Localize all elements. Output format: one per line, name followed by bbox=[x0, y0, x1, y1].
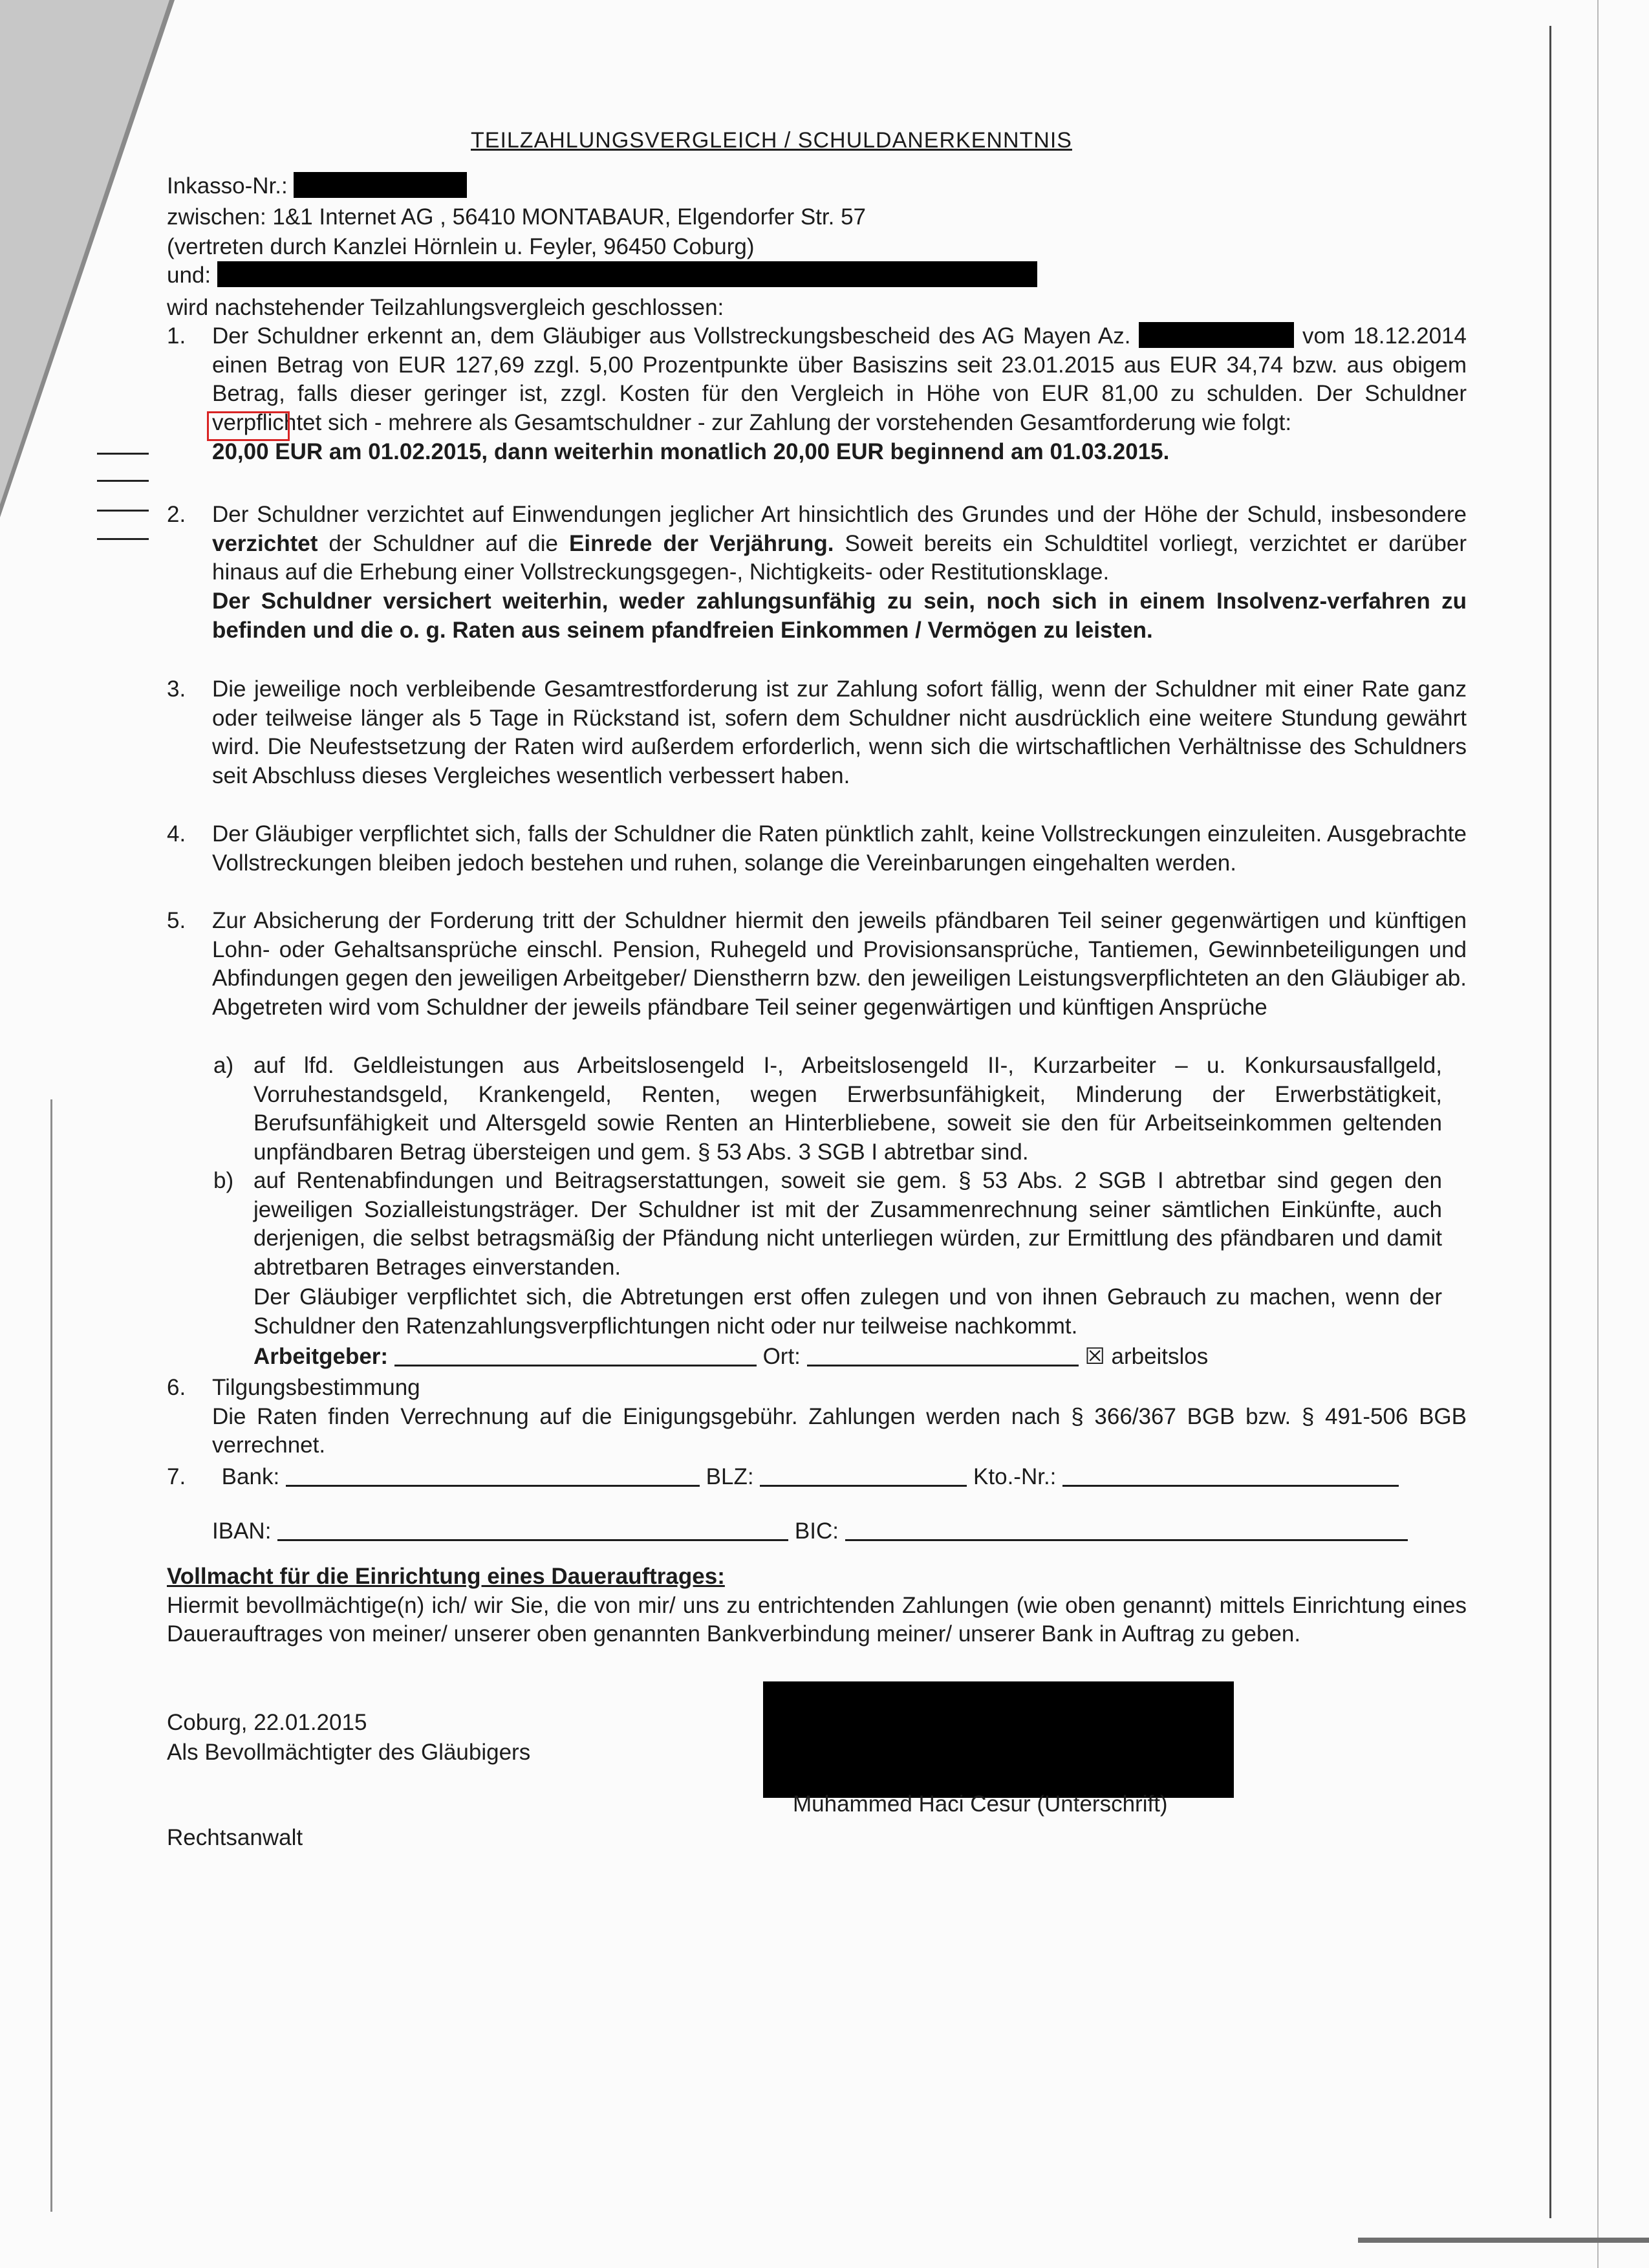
bank-field[interactable] bbox=[286, 1465, 700, 1487]
bic-label: BIC: bbox=[794, 1518, 839, 1544]
section-5-closing bbox=[213, 1283, 1442, 1341]
debtor-signature-caption: Muhammed Haci Cesur (Unterschrift) bbox=[793, 1791, 1168, 1817]
section-5b bbox=[213, 1167, 1442, 1282]
page-edge-left bbox=[50, 1099, 52, 2212]
margin-mark bbox=[97, 453, 149, 455]
bank-label: Bank: bbox=[221, 1464, 280, 1489]
section-2 bbox=[167, 501, 1467, 645]
place-label: Ort: bbox=[762, 1344, 801, 1369]
margin-mark bbox=[97, 480, 149, 482]
section-number: 3. bbox=[167, 676, 186, 702]
section-number: 1. bbox=[167, 323, 186, 349]
employer-row bbox=[253, 1343, 1208, 1371]
document-title: TEILZAHLUNGSVERGLEICH / SCHULDANERKENNTNIS bbox=[471, 128, 1072, 153]
section-1-text-b: vom 18.12.2014 einen Betrag von EUR 127,69 zzgl. 5,00 Prozentpunkte über Basiszins seit 23.01.2015 aus EUR 34,74 bzw. aus obigem Betrag, falls dieser geringer ist, zzgl. Kosten für den Vergleich in Höhe von EUR bbox=[212, 323, 1467, 407]
section-5a bbox=[213, 1052, 1442, 1167]
payment-schedule: 20,00 EUR am 01.02.2015, dann weiterhin monatlich 20,00 EUR beginnend am 01.03.2015. bbox=[212, 438, 1170, 464]
creditor-address: 1&1 Internet AG , 56410 MONTABAUR, Elgendorfer Str. 57 bbox=[272, 204, 866, 230]
employer-field[interactable] bbox=[394, 1345, 757, 1366]
and-label: und: bbox=[167, 263, 211, 288]
section-2-bold-1: verzichtet bbox=[212, 530, 318, 556]
unemployed-checkbox[interactable]: ☒ bbox=[1084, 1344, 1105, 1369]
sub-label: a) bbox=[213, 1053, 234, 1078]
bic-field[interactable] bbox=[845, 1520, 1408, 1541]
section-number: 4. bbox=[167, 821, 186, 847]
section-1-text-c: zu schulden. Der Schuldner verpflichtet sich - mehrere als Gesamtschuldner - zur Zahlung der vorstehenden Gesamtforderung wie folgt: bbox=[212, 381, 1467, 436]
section-2-text bbox=[212, 501, 1467, 645]
section-6-heading: Tilgungsbestimmung bbox=[212, 1375, 420, 1400]
margin-mark bbox=[97, 538, 149, 540]
agent-line: Als Bevollmächtigter des Gläubigers bbox=[167, 1740, 531, 1765]
section-5-text: Zur Absicherung der Forderung tritt der Schuldner hiermit den jeweils pfändbaren Teil seiner gegenwärtigen und künftigen Lohn- oder Gehaltsansprüche einschl. Pension, Ruhegeld und Provisionsansprüche, Tantiemen, Gewinnbeteiligungen und Abfindungen gegen den jeweiligen Arbeitgeber/ Dienstherrn bzw. den jeweiligen Leistungsverpflichteten an den Gläubiger ab. Abgetreten wird vom Schuldner der jeweils pfändbare Teil seiner gegenwärtigen und künftigen Ansprüche bbox=[212, 908, 1467, 1021]
standing-order-mandate bbox=[167, 1562, 1467, 1649]
iban-field[interactable] bbox=[277, 1520, 788, 1541]
section-4 bbox=[167, 820, 1467, 878]
inkasso-label: Inkasso-Nr.: bbox=[167, 173, 288, 199]
account-label: Kto.-Nr.: bbox=[973, 1464, 1057, 1489]
lawyer-line: Rechtsanwalt bbox=[167, 1825, 303, 1850]
solvency-statement: Der Schuldner versichert weiterhin, weder zahlungsunfähig zu sein, noch sich in einem Insolvenz-verfahren zu befinden und die o. g. Raten aus seinem pfandfreien Einkommen / Vermögen zu leisten. bbox=[212, 589, 1467, 643]
page-edge-right bbox=[1549, 26, 1551, 2218]
section-1-text bbox=[212, 322, 1467, 467]
section-6 bbox=[167, 1374, 1467, 1460]
folded-corner-inner bbox=[0, 0, 169, 504]
employer-label: Arbeitgeber: bbox=[253, 1344, 389, 1369]
section-6-text bbox=[212, 1374, 1467, 1460]
place-field[interactable] bbox=[807, 1345, 1079, 1366]
inkasso-row bbox=[167, 172, 467, 200]
section-4-text: Der Gläubiger verpflichtet sich, falls der Schuldner die Raten pünktlich zahlt, keine Vollstreckungen einzuleiten. Ausgebrachte Vollstreckungen bleiben jedoch bestehen und ruhen, solange die Vereinbarungen eingehalten werden. bbox=[212, 821, 1467, 876]
cost-amount: 81,00 bbox=[1101, 381, 1159, 407]
represented-row: (vertreten durch Kanzlei Hörnlein u. Feyler, 96450 Coburg) bbox=[167, 234, 755, 259]
section-1-text-a: Der Schuldner erkennt an, dem Gläubiger aus Vollstreckungsbescheid des AG Mayen Az. bbox=[212, 323, 1131, 349]
section-2-text-3: Soweit bereits ein Schuldtitel vorliegt, verzichtet er darüber hinaus auf die Erhebung einer Vollstreckungsgegen-, Nichtigkeits- oder Restitutionsklage. bbox=[212, 530, 1467, 585]
section-5 bbox=[167, 907, 1467, 1022]
unemployed-label: arbeitslos bbox=[1111, 1344, 1209, 1369]
page-edge-bottom bbox=[1358, 2238, 1649, 2243]
between-label: zwischen: bbox=[167, 204, 266, 230]
section-3 bbox=[167, 675, 1467, 791]
intro-line: wird nachstehender Teilzahlungsvergleich geschlossen: bbox=[167, 295, 724, 320]
redacted-inkasso-number bbox=[294, 172, 467, 198]
between-row bbox=[167, 203, 866, 232]
section-number: 5. bbox=[167, 908, 186, 933]
amount-highlight-box bbox=[207, 411, 290, 441]
section-1 bbox=[167, 322, 1467, 467]
page-edge-outer bbox=[1597, 0, 1599, 2268]
iban-label: IBAN: bbox=[212, 1518, 272, 1544]
iban-row bbox=[212, 1517, 1408, 1546]
section-5b-text: auf Rentenabfindungen und Beitragserstattungen, soweit sie gem. § 53 Abs. 2 SGB I abtretbar sind gegen den jeweiligen Sozialleistungsträger. Der Schuldner ist mit der Zusammenrechnung seiner sämtlichen Einkünfte, auch derjenigen, die selbst betragsmäßig der Pfändung nicht unterliegen würden, zur Ermittlung des pfändbaren und damit abtretbaren Betrages einverstanden. bbox=[253, 1168, 1442, 1280]
section-number: 2. bbox=[167, 502, 186, 527]
sub-label: b) bbox=[213, 1168, 234, 1193]
place-date: Coburg, 22.01.2015 bbox=[167, 1710, 367, 1735]
section-2-text-2: der Schuldner auf die bbox=[329, 530, 559, 556]
section-6-body: Die Raten finden Verrechnung auf die Einigungsgebühr. Zahlungen werden nach § 366/367 BGB bzw. § 491-506 BGB verrechnet. bbox=[212, 1403, 1467, 1458]
redacted-signature bbox=[763, 1681, 1234, 1798]
redacted-debtor bbox=[217, 261, 1037, 287]
section-2-bold-2: Einrede der Verjährung. bbox=[569, 530, 834, 556]
section-5a-text: auf lfd. Geldleistungen aus Arbeitslosengeld I-, Arbeitslosengeld II-, Kurzarbeiter – u. Konkursausfallgeld, Vorruhestandsgeld, Krankengeld, Renten, wegen Erwerbsunfähigkeit, Minderung der Erwerbstätigkeit, Berufsunfähigkeit und Altersgeld sowie Renten an Hinterbliebene, soweit sie den für Arbeitseinkommen geltenden unpfändbaren Betrag übersteigen und gem. § 53 Abs. 3 SGB I abtretbar sind. bbox=[253, 1053, 1442, 1165]
blz-field[interactable] bbox=[760, 1465, 967, 1487]
section-5-closing-text: Der Gläubiger verpflichtet sich, die Abtretungen erst offen zulegen und von ihnen Gebrauch zu machen, wenn der Schuldner den Ratenzahlungsverpflichtungen nicht oder nur teilweise nachkommt. bbox=[253, 1284, 1442, 1339]
bank-row bbox=[167, 1463, 1399, 1491]
redacted-case-number bbox=[1139, 322, 1294, 348]
section-number: 6. bbox=[167, 1375, 186, 1400]
and-row bbox=[167, 261, 1037, 290]
mandate-text: Hiermit bevollmächtige(n) ich/ wir Sie, die von mir/ uns zu entrichtenden Zahlungen (wie oben genannt) mittels Einrichtung eines Dauerauftrages von meiner/ unserer oben genannten Bankverbindung meiner/ unserer Bank in Auftrag zu geben. bbox=[167, 1592, 1467, 1647]
margin-mark bbox=[97, 510, 149, 512]
section-number: 7. bbox=[167, 1464, 186, 1489]
account-field[interactable] bbox=[1062, 1465, 1399, 1487]
section-3-text: Die jeweilige noch verbleibende Gesamtrestforderung ist zur Zahlung sofort fällig, wenn der Schuldner mit einer Rate ganz oder teilweise länger als 5 Tage in Rückstand ist, sofern dem Schuldner nicht ausdrücklich eine weitere Stundung gewährt wird. Die Neufestsetzung der Raten wird außerdem erforderlich, wenn sich die wirtschaftlichen Verhältnisse des Schuldners seit Abschluss dieses Vergleiches wesentlich verbessert haben. bbox=[212, 676, 1467, 789]
mandate-heading: Vollmacht für die Einrichtung eines Dauerauftrages: bbox=[167, 1564, 725, 1589]
section-2-text-1: Der Schuldner verzichtet auf Einwendungen jeglicher Art hinsichtlich des Grundes und der Höhe der Schuld, insbesondere bbox=[212, 502, 1467, 527]
blz-label: BLZ: bbox=[706, 1464, 754, 1489]
